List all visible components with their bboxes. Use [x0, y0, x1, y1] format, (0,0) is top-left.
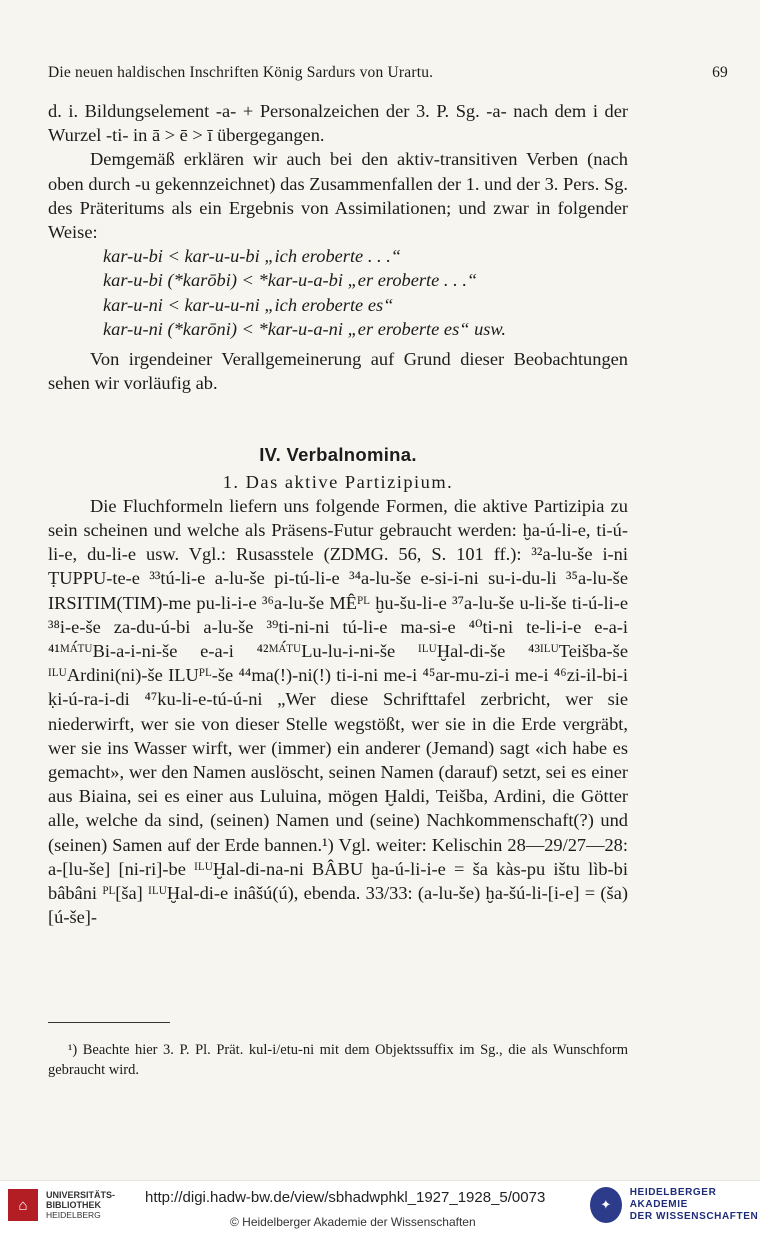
permalink-url[interactable]: http://digi.hadw-bw.de/view/sbhadwphkl_1927_1928_5/0073	[145, 1189, 546, 1206]
example-line: kar-u-ni (*karōni) < *kar-u-a-ni „er eroberte es“ usw.	[103, 318, 506, 339]
main-text	[48, 99, 628, 930]
section-title: IV. Verbalnomina.	[259, 444, 417, 466]
subsection-title: 1. Das aktive Partizipium.	[222, 471, 454, 492]
paragraph-1: d. i. Bildungselement -a- + Personalzeichen der 3. P. Sg. -a- nach dem i der Wurzel -ti- in ā > ē > ī übergegangen.	[48, 101, 628, 146]
university-library-logo[interactable]	[8, 1189, 115, 1221]
example-line: kar-u-bi < kar-u-u-bi „ich eroberte . . .“	[103, 246, 402, 267]
example-line: kar-u-bi (*karōbi) < *kar-u-a-bi „er eroberte . . .“	[103, 270, 478, 291]
copyright-notice: © Heidelberger Akademie der Wissenschaften	[230, 1215, 476, 1229]
library-name: UNIVERSITÄTS- BIBLIOTHEK HEIDELBERG	[46, 1190, 116, 1220]
academy-seal-icon: ✦	[590, 1187, 622, 1223]
footnote	[48, 1040, 628, 1080]
running-title: Die neuen haldischen Inschriften König Sardurs von Urartu.	[48, 64, 434, 81]
paragraph-4: Die Fluchformeln liefern uns folgende Formen, die aktive Partizipia zu sein scheinen und welche als Präsens-Futur gebraucht werden: ḫa-ú-li-e, ti-ú-li-e, du-li-e usw. Vgl.: Rusasstele (ZDMG. 56, S. 101 ff.): ³²a-lu-še i-ni ṬUPPU-te-e ³³tú-li-e a-lu-še pi-tú-li-e ³⁴a-lu-še e-si-i-ni su-i-du-li ³⁵a-lu-še IRSITIM(TIM)-me pu-li-i-e ³⁶a-lu-še MÊᴾᴸ ḫu-šu-li-e ³⁷a-lu-še u-li-še ti-ú-li-e ³⁸i-e-še za-du-ú-bi a-lu-še ³⁹ti-ni-ni tú-li-e ma-si-e ⁴⁰ti-ni te-li-i-e e-a-i ⁴¹ᴹᴬ́ᵀᵁBi-a-i-ni-še e-a-i ⁴²ᴹᴬ́ᵀᵁLu-lu-i-ni-še ᴵᴸᵁḪal-di-še ⁴³ᴵᴸᵁTeišba-še ᴵᴸᵁArdini(ni)-še ILUᴾᴸ-še ⁴⁴ma(!)-ni(!) ti-i-ni me-i ⁴⁵ar-mu-zi-i me-i ⁴⁶zi-il-bi-i ḳi-ú-ra-i-di ⁴⁷ku-li-e-tú-ú-ni „Wer diese Schrifttafel zerbricht, wer sie niederwirft, wer sie von dieser Stelle wegstößt, wer sie in die Erde vergräbt, wer sie ins Wasser wirft, wer (immer) ein anderer (Jemand) sagt «ich habe es gemacht», wer den Namen auslöscht, seinen Namen (darauf) setzt, sei es einer aus Biaina, sei es einer aus Luluina, mögen Ḫaldi, Teišba, Ardini, die Götter alle, welche da sind, (seinen) Namen und (seine) Nachkommenschaft(?) und (seinen) Samen auf der Erde bannen.¹) Vgl. weiter: Kelischin 28—29/27—28: a-[lu-še] [ni-ri]-be ᴵᴸᵁḪal-di-na-ni BÂBU ḫa-ú-li-i-e = ša kàs-pu ištu lìb-bi bâbâni ᴾᴸ[ša] ᴵᴸᵁḪal-di-e inâšú(ú), ebenda. 33/33: (a-lu-še) ḫa-šú-li-[i-e] = (ša) [ú-še]-	[48, 495, 628, 928]
footnote-rule	[48, 1022, 170, 1023]
library-emblem-icon: ⌂	[8, 1189, 38, 1221]
page-number: 69	[712, 64, 728, 81]
running-header	[48, 64, 728, 82]
paragraph-3: Von irgendeiner Verallgemeinerung auf Grund dieser Beobachtungen sehen wir vorläufig ab.	[48, 349, 628, 394]
paragraph-2: Demgemäß erklären wir auch bei den aktiv-transitiven Verben (nach oben durch -u gekennzeichnet) das Zusammenfallen der 1. und der 3. Pers. Sg. des Präteritums als ein Ergebnis von Assimilationen; und zwar in folgender Weise:	[48, 149, 628, 243]
academy-logo[interactable]	[590, 1187, 760, 1223]
example-line: kar-u-ni < kar-u-u-ni „ich eroberte es“	[103, 294, 394, 315]
example-list	[48, 244, 628, 341]
footnote-text: ¹) Beachte hier 3. P. Pl. Prät. kul-i/etu-ni mit dem Objektssuffix im Sg., die als Wunschform gebraucht wird.	[48, 1042, 628, 1078]
academy-name: HEIDELBERGER AKADEMIE DER WISSENSCHAFTEN	[629, 1187, 759, 1222]
viewer-footer	[0, 1180, 760, 1238]
